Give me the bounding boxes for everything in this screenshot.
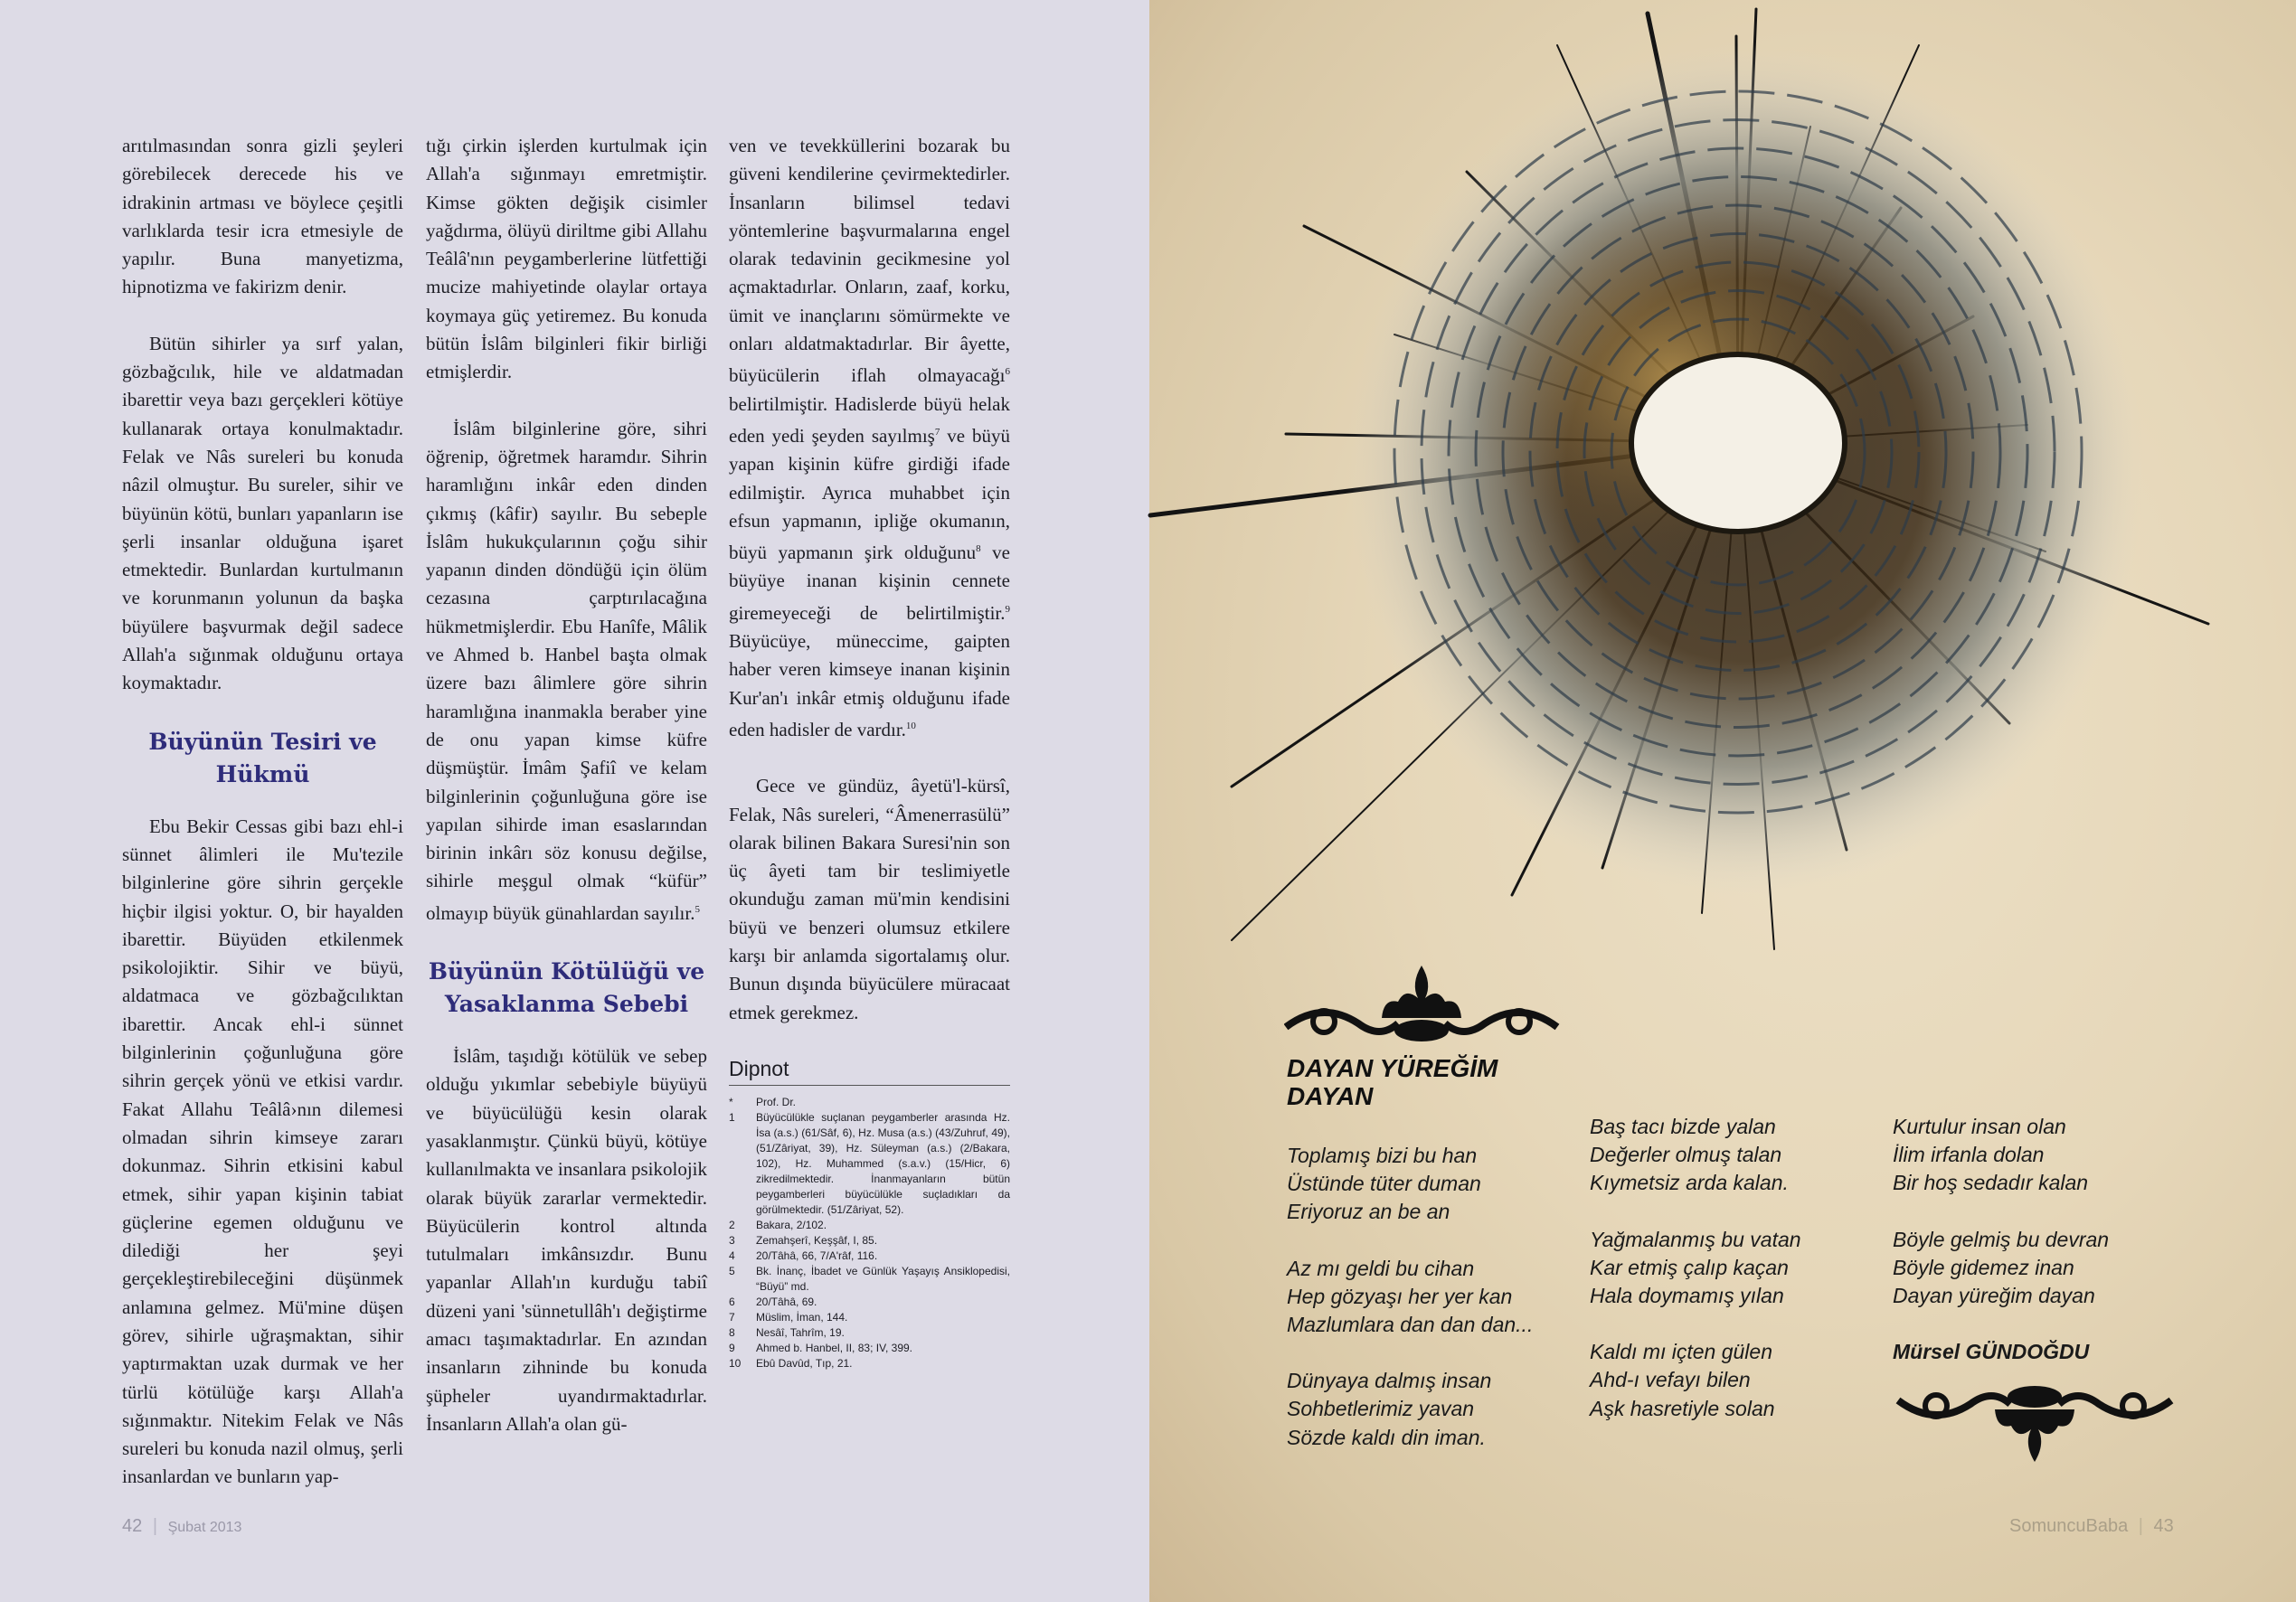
poem-title bbox=[1287, 1054, 1498, 1110]
poem-line: Hala doymamış yılan bbox=[1590, 1284, 1784, 1308]
poem-line: Dayan yüreğim dayan bbox=[1893, 1284, 2095, 1308]
poem-line: Mazlumlara dan dan dan... bbox=[1287, 1313, 1534, 1337]
poem-line: Toplamış bizi bu han bbox=[1287, 1144, 1478, 1167]
footnote-number: 4 bbox=[729, 1249, 735, 1263]
paragraph: Bütün sihirler ya sırf yalan, gözbağcılık, hile ve aldatmadan ibarettir veya bazı gerçekleri kötüye kullanarak ortaya konulmaktadır. Felak ve Nâs sureleri bu konuda nâzil olmuştur. Bu sureler, sihir ve büyünün kötü, bunları yapanların ise şerli insanlar olduğuna işaret etmektedir. Bunlardan kurtulmanın ve korunmanın yolunun da başka büyülere başvurmak değil sadece Allah'a sığınmak olduğunu ortaya koymaktadır. bbox=[122, 332, 403, 694]
poem-stanza bbox=[1893, 1113, 2109, 1198]
footnote-text: Nesâî, Tahrîm, 19. bbox=[756, 1326, 845, 1340]
poem-line: Kaldı mı içten gülen bbox=[1590, 1340, 1773, 1364]
footnote-text: 20/Tâhâ, 66, 7/A'râf, 116. bbox=[756, 1249, 878, 1263]
poem-line: Dünyaya dalmış insan bbox=[1287, 1369, 1492, 1393]
footnotes-title: Dipnot bbox=[729, 1055, 1010, 1086]
paragraph: İslâm, taşıdığı kötülük ve sebep olduğu yıkımlar sebebiyle büyüyü ve büyücülüğü kesin olarak yasaklanmıştır. Çünkü büyü, kötüye kullanılmakta ve insanlara psikolojik olarak büyük zararlar vermektedir. Büyücülerin kontrol altında tutulmaları imkânsızdır. Bunu yapanlar Allah'ın kurduğu tabiî düzeni yani 'sünnetullâh'ı değiştirme amacı taşımaktadırlar. En azından insanların zihninde bu konuda şüpheler uyandırmaktadırlar. İnsanların Allah'a olan gü- bbox=[426, 1045, 707, 1435]
poem-line: Böyle gidemez inan bbox=[1893, 1255, 2074, 1279]
paragraph: arıtılmasından sonra gizli şeyleri görebilecek derecede his ve idrakinin artması ve böylece çeşitli varlıklarda tesir icra etmesiyle de yapılır. Buna manyetizma, hipnotizma ve fakirizm denir. bbox=[122, 135, 403, 298]
poem-line: Yağmalanmış bu vatan bbox=[1590, 1227, 1801, 1251]
paragraph-text: İslâm bilginlerine göre, sihri öğrenip, öğretmek haramdır. Sihrin haramlığını inkâr eden dinden çıkmış (kâfir) sayılır. Bu sebeple İslâm hukukçularının çoğu sihir yapanın dinden döndüğü için ölüm cezasına çarptırılacağına hükmetmişlerdir. Ebu Hanîfe, Mâlik ve Ahmed b. Hanbel başta olmak üzere bazı âlimlere göre sihrin haramlığına inanmakla beraber yine de onu yapan kimse küfre düşmüştür. İmâm Şafiî ve kelam bilginlerinin çoğunluğuna göre ise yapılan sihirde iman esaslarından birinin inkârı söz konusu değilse, sihirle meşgul olmak “küfür” olmayıp büyük günahlardan sayılır. bbox=[426, 417, 707, 924]
paragraph: Gece ve gündüz, âyetü'l-kürsî, Felak, Nâs sureleri, “Âmenerrasülü” olarak bilinen Bakara Suresi'nin son üç âyeti tam bir teslimiyetle okunduğu zaman mü'min kendisini büyü ve benzeri olumsuz etkilere karşı bir anlamda sigortalamış olur. Bunun dışında büyücülere müracaat etmek gerekmez. bbox=[729, 775, 1010, 1023]
poem-line: Bir hoş sedadır kalan bbox=[1893, 1171, 2089, 1195]
page-footer-right: SomuncuBaba | 43 bbox=[2009, 1516, 2174, 1536]
poem-title-line: DAYAN bbox=[1287, 1082, 1374, 1110]
footnote-number: 5 bbox=[729, 1265, 735, 1278]
poem-line: Aşk hasretiyle solan bbox=[1590, 1396, 1775, 1420]
ornament-top-icon bbox=[1284, 958, 1564, 1049]
poem-line: Değerler olmuş talan bbox=[1590, 1143, 1782, 1167]
footnote-number: 7 bbox=[729, 1311, 735, 1324]
poem-stanza bbox=[1287, 1367, 1533, 1452]
paragraph: Ebu Bekir Cessas gibi bazı ehl-i sünnet âlimleri ile Mu'tezile bilginlerine göre sihrin gerçekle hiçbir ilgisi yoktur. O, bir hayalden ibarettir. Büyüden etkilenmek psikolojiktir. Sihir ve büyü, aldatmaca ve gözbağcılıktan ibarettir. Ancak ehl-i sünnet bilginlerinin çoğunluğuna göre sihrin gerçek yönü ve etkisi vardır. Fakat Allahu Teâlâ›nın dilemesi olmadan sihrin kimseye zararı dokunmaz. Sihrin etkisini kabul etmek, sihir yapan kişinin tabiat güçlerine egemen olduğunu ve dilediği her şeyi gerçekleştirebileceğini düşünmek anlamına gelmez. Mü'mine düşen görev, sihirle uğraşmaktan, sihir yaptırmaktan uzak durmak ve her türlü kötülüğe karşı Allah'a sığınmaktır. Nitekim Felak ve Nâs sureleri bu konuda nazil olmuş, şerli insanlardan ve bunların yap- bbox=[122, 815, 403, 1488]
footnote-ref: 9 bbox=[1005, 603, 1010, 615]
poem-line: Kıymetsiz arda kalan. bbox=[1590, 1171, 1789, 1195]
page-number: 42 bbox=[122, 1516, 143, 1536]
text: ve büyü yapan kişinin küfre girdiği ifade edilmiştir. Ayrıca muhabbet için efsun yapmanın, ipliğe okumanın, büyü yapmanın şirk olduğunu bbox=[729, 424, 1010, 564]
poem-line: Baş tacı bizde yalan bbox=[1590, 1115, 1776, 1138]
footnote-text: Büyücülükle suçlanan peygamberler arasında Hz. İsa (a.s.) (61/Sâf, 6), Hz. Musa (a.s.) (43/Zuhruf, 49), (51/Zâriyat, 39), Hz. Süleyman (a.s.) (2/Bakara, 102), Hz. Muhammed (s.a.v.) (15/Hicr, 6) zikredilmektedir. İnanmayanların bütün peygamberleri büyücülükle suçladıkları da görülmektedir. (51/Zâriyat, 52). bbox=[756, 1111, 1010, 1217]
section-heading: Büyünün Kötülüğü ve Yasaklanma Sebebi bbox=[428, 958, 705, 1018]
poem-title-line: DAYAN YÜREĞİM bbox=[1287, 1054, 1498, 1082]
text: ve büyüye inanan kişinin cennete giremeyeceği de belirtilmiştir. bbox=[729, 542, 1010, 624]
poem-line: Üstünde tüter duman bbox=[1287, 1172, 1481, 1196]
poem-line: Hep gözyaşı her yer kan bbox=[1287, 1284, 1513, 1308]
footnote-text: Ebû Davûd, Tıp, 21. bbox=[756, 1357, 853, 1371]
poem-line: Az mı geldi bu cihan bbox=[1287, 1256, 1475, 1280]
poem-line: Kar etmiş çalıp kaçan bbox=[1590, 1255, 1789, 1279]
poem-line: Eriyoruz an be an bbox=[1287, 1200, 1450, 1224]
poem-line: Böyle gelmiş bu devran bbox=[1893, 1227, 2110, 1251]
poem-author: Mürsel GÜNDOĞDU bbox=[1893, 1340, 2090, 1364]
footnote-ref: 7 bbox=[934, 426, 940, 438]
footnote-text: Prof. Dr. bbox=[756, 1096, 797, 1109]
poem-stanza bbox=[1287, 1255, 1533, 1340]
footnote-number: 1 bbox=[729, 1111, 735, 1125]
section-heading: Büyünün Tesiri ve Hükmü bbox=[148, 728, 377, 787]
footnote-text: Ahmed b. Hanbel, II, 83; IV, 399. bbox=[756, 1342, 913, 1355]
poem-column-3 bbox=[1893, 1113, 2109, 1366]
footnote-ref: 5 bbox=[694, 903, 700, 915]
poem-stanza bbox=[1893, 1226, 2109, 1311]
poem-stanza bbox=[1590, 1338, 1801, 1423]
poem-line: Sözde kaldı din iman. bbox=[1287, 1425, 1486, 1449]
page-number: 43 bbox=[2153, 1516, 2174, 1536]
footnote-number: 10 bbox=[729, 1357, 742, 1371]
poem-line: İlim irfanla dolan bbox=[1893, 1143, 2045, 1167]
text: belirtilmiştir. Hadislerde büyü helak eden yedi şeyden sayılmış bbox=[729, 392, 1010, 447]
paragraph: tığı çirkin işlerden kurtulmak için Allah'a sığınmayı emretmiştir. Kimse gökten değişik cisimler yağdırma, ölüyü diriltme gibi Allahu Teâlâ'nın peygamberlerine lütfettiği mucize mahiyetinde olaylar ortaya koymaya güç yetiremez. Bu konuda bütün İslâm bilginleri fikir birliği etmişlerdir. bbox=[426, 135, 707, 383]
footnote-ref: 6 bbox=[1005, 366, 1010, 378]
ornament-bottom-icon bbox=[1894, 1379, 2175, 1469]
poem-line: Sohbetlerimiz yavan bbox=[1287, 1397, 1475, 1421]
footnote-text: 20/Tâhâ, 69. bbox=[756, 1296, 817, 1309]
poem-column-1 bbox=[1287, 1142, 1533, 1480]
footnote-number: 9 bbox=[729, 1342, 735, 1355]
poem-stanza bbox=[1590, 1226, 1801, 1311]
footnote-number: 8 bbox=[729, 1326, 735, 1340]
brand-logo: SomuncuBaba bbox=[2009, 1516, 2129, 1536]
footnote-ref: 8 bbox=[976, 543, 981, 555]
footnote-text: Zemahşerî, Keşşâf, I, 85. bbox=[756, 1234, 878, 1248]
footnote-text: Müslim, İman, 144. bbox=[756, 1311, 848, 1324]
poem-stanza bbox=[1590, 1113, 1801, 1198]
footnote-text: Bk. İnanç, İbadet ve Günlük Yaşayış Ansiklopedisi, “Büyü” md. bbox=[756, 1265, 1010, 1294]
footnote-number: * bbox=[729, 1096, 733, 1109]
poem-line: Ahd-ı vefayı bilen bbox=[1590, 1368, 1751, 1392]
page-footer-left: 42 | Şubat 2013 bbox=[122, 1516, 242, 1536]
poem-line: Kurtulur insan olan bbox=[1893, 1115, 2066, 1138]
text: Büyücüye, müneccime, gaipten haber veren kimseye inanan kişinin Kur'an'ı inkâr etmiş olduğunu ifade eden hadisler de vardır. bbox=[729, 630, 1010, 740]
footnote-number: 6 bbox=[729, 1296, 735, 1309]
issue-date: Şubat 2013 bbox=[167, 1520, 242, 1535]
footnote-ref: 10 bbox=[905, 720, 916, 731]
footnote-text: Bakara, 2/102. bbox=[756, 1219, 827, 1232]
footnote-number: 3 bbox=[729, 1234, 735, 1248]
text: ven ve tevekküllerini bozarak bu güveni kendilerine çevirmektedirler. İnsanların bilimsel tedavi yöntemlerine başvurmalarına engel olarak tedavinin gecikmesine yol açmaktadırlar. Onların, zaaf, korku, ümit ve inançlarını sömürmekte ve onları aldatmaktadırlar. Bir âyette, büyücülerin iflah olmayacağı bbox=[729, 135, 1010, 387]
footnote-number: 2 bbox=[729, 1219, 735, 1232]
poem-stanza bbox=[1287, 1142, 1533, 1227]
poem-column-2 bbox=[1590, 1113, 1801, 1451]
